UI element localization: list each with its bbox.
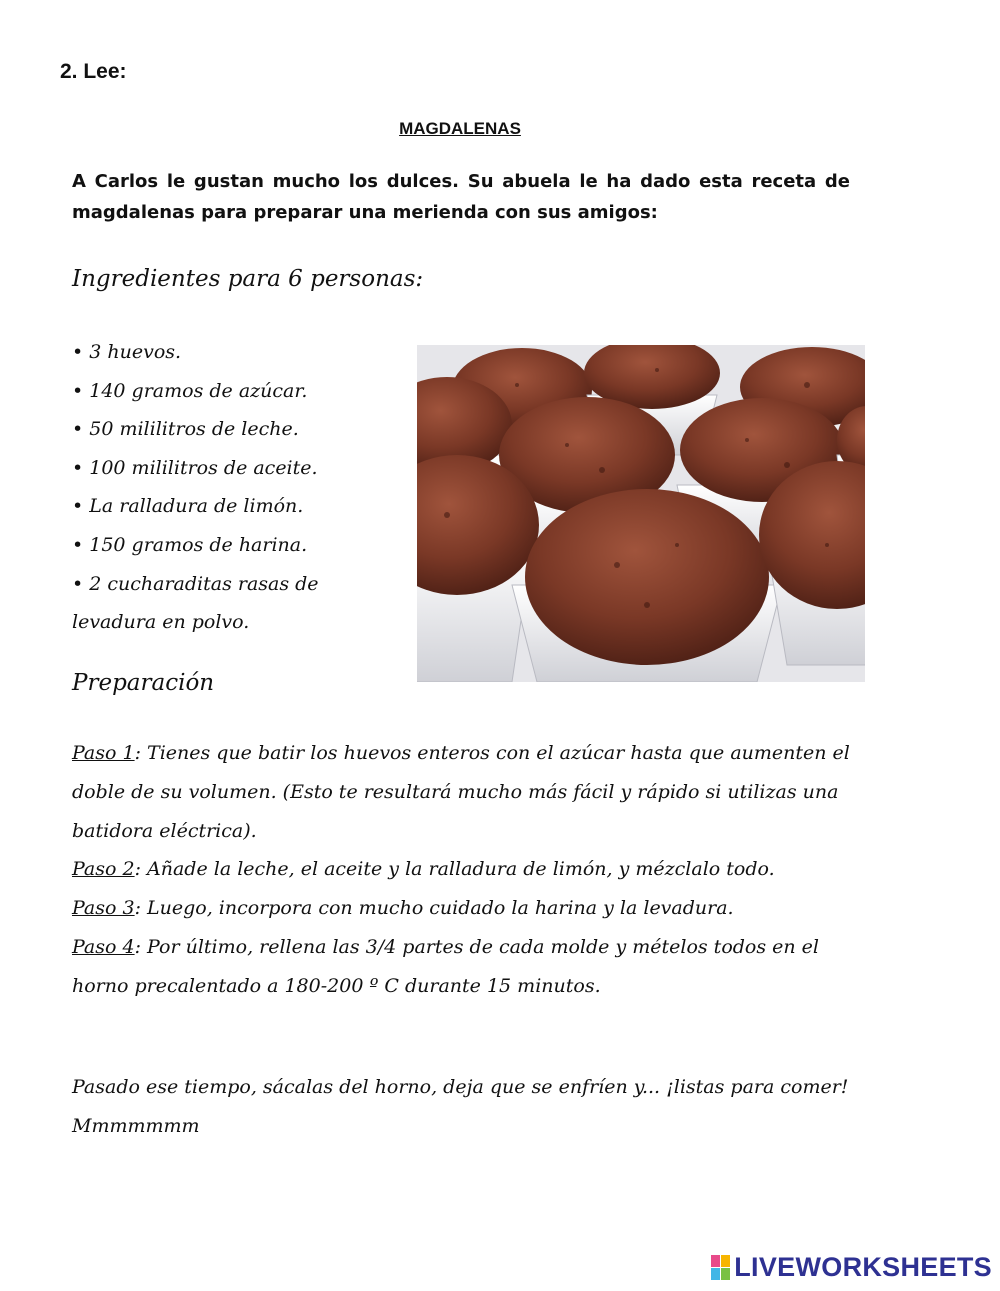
logo-square bbox=[721, 1255, 730, 1267]
recipe-title: MAGDALENAS bbox=[399, 119, 521, 138]
step-1-label: Paso 1 bbox=[72, 742, 135, 764]
step-4-text: : Por último, rellena las 3/4 partes de cada molde y mételos todos en el horno precalentado a 180-200 º C durante 15 minutos. bbox=[72, 935, 819, 997]
step-2-text: : Añade la leche, el aceite y la ralladura de limón, y mézclalo todo. bbox=[134, 858, 775, 881]
liveworksheets-wordmark: LIVEWORKSHEETS bbox=[734, 1251, 992, 1282]
recipe-intro: A Carlos le gustan mucho los dulces. Su abuela le ha dado esta receta de magdalenas para preparar una merienda con sus amigos: bbox=[72, 171, 850, 223]
closing-text: Pasado ese tiempo, sácalas del horno, deja que se enfríen y... ¡listas para comer! Mmmmmmm bbox=[72, 1076, 849, 1137]
ingredient-item: • 2 cucharaditas rasas de levadura en polvo. bbox=[72, 565, 402, 642]
ingredient-item: • La ralladura de limón. bbox=[72, 487, 402, 526]
logo-square bbox=[711, 1268, 720, 1280]
step-3-label: Paso 3 bbox=[72, 897, 135, 920]
muffins-illustration bbox=[417, 345, 865, 682]
ingredient-item: • 50 mililitros de leche. bbox=[72, 410, 402, 449]
ingredient-item: • 140 gramos de azúcar. bbox=[72, 372, 402, 411]
ingredients-list bbox=[72, 333, 402, 642]
exercise-number: 2. Lee: bbox=[60, 60, 127, 83]
logo-square bbox=[721, 1268, 730, 1280]
logo-square bbox=[711, 1255, 720, 1267]
step-2 bbox=[72, 850, 862, 889]
ingredient-item: • 100 mililitros de aceite. bbox=[72, 449, 402, 488]
muffins-photo bbox=[417, 345, 865, 682]
step-4 bbox=[72, 928, 862, 1006]
liveworksheets-logo[interactable] bbox=[711, 1252, 992, 1282]
ingredient-item: • 150 gramos de harina. bbox=[72, 526, 402, 565]
step-3 bbox=[72, 889, 862, 928]
liveworksheets-icon bbox=[711, 1255, 730, 1280]
ingredients-heading: Ingredientes para 6 personas: bbox=[72, 266, 424, 292]
preparation-steps bbox=[72, 734, 862, 1006]
step-2-label: Paso 2 bbox=[72, 858, 135, 881]
step-3-text: : Luego, incorpora con mucho cuidado la harina y la levadura. bbox=[134, 897, 734, 920]
step-4-label: Paso 4 bbox=[72, 935, 135, 958]
ingredient-item: • 3 huevos. bbox=[72, 333, 402, 372]
preparation-heading: Preparación bbox=[72, 670, 215, 696]
step-1 bbox=[72, 734, 862, 850]
step-1-text: : Tienes que batir los huevos enteros con el azúcar hasta que aumenten el doble de su volumen. (Esto te resultará mucho más fácil y rápido si utilizas una batidora eléctrica). bbox=[72, 742, 850, 842]
